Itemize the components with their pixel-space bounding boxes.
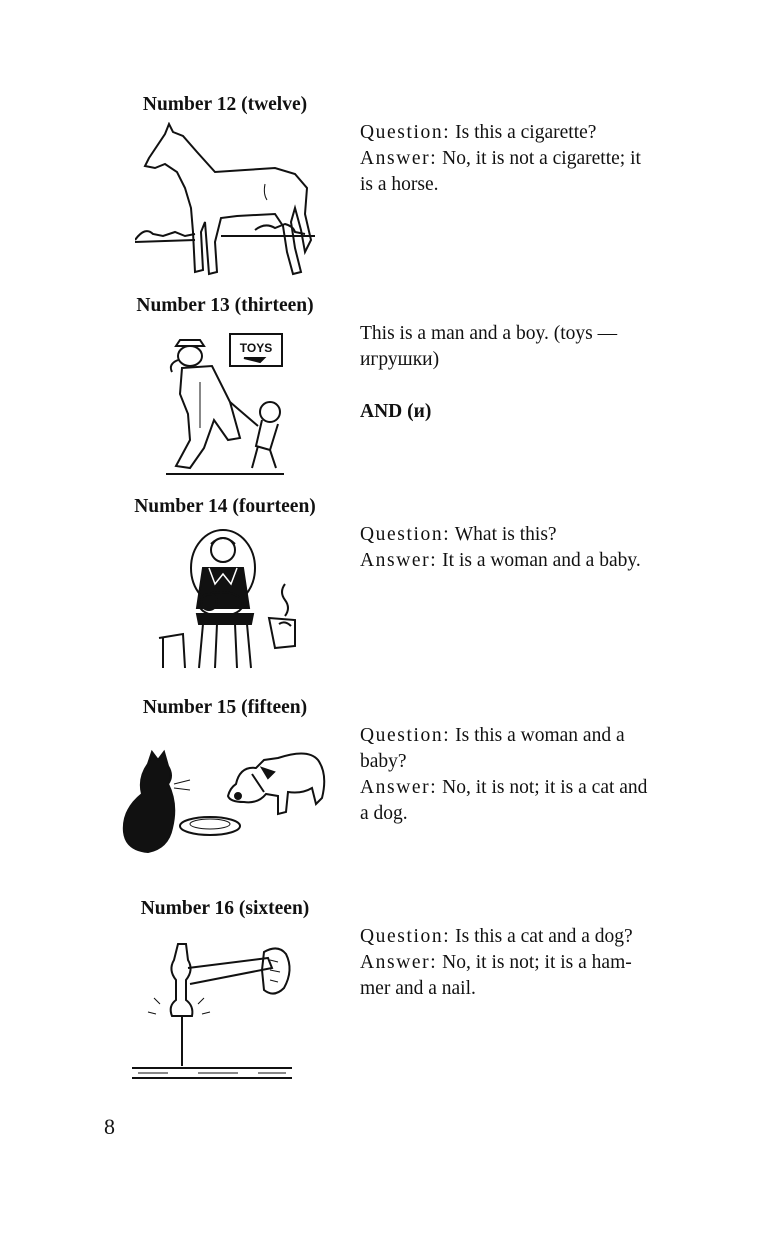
entry-text <box>360 924 692 1002</box>
entry-heading: Number 16 (sixteen) <box>140 898 310 919</box>
answer-text: No, it is not; it is a cat and <box>442 777 648 798</box>
entry-text <box>360 723 692 827</box>
answer-text-continued: is a horse. <box>360 174 439 195</box>
question-label: Question: <box>360 122 451 143</box>
and-note: AND (и) <box>360 401 432 422</box>
question-text: Is this a cigarette? <box>455 122 597 143</box>
answer-text-continued: mer and a nail. <box>360 978 476 999</box>
entry-heading: Number 14 (fourteen) <box>134 496 316 517</box>
question-label: Question: <box>360 725 451 746</box>
woman-and-baby-icon <box>155 528 300 674</box>
question-text: What is this? <box>454 524 557 545</box>
answer-label: Answer: <box>360 777 438 798</box>
entry-line: игрушки) <box>360 349 440 370</box>
entry-text <box>360 522 692 574</box>
answer-text-continued: a dog. <box>360 803 408 824</box>
hammer-and-nail-icon <box>128 940 296 1082</box>
question-label: Question: <box>360 524 451 545</box>
cat-and-dog-icon <box>118 744 330 856</box>
toys-sign-text: TOYS <box>239 341 273 355</box>
answer-label: Answer: <box>360 952 438 973</box>
entry-line: This is a man and a boy. (toys — <box>360 323 618 344</box>
answer-text: No, it is not a cigarette; it <box>442 148 641 169</box>
entry-text <box>360 321 692 425</box>
answer-text: No, it is not; it is a ham- <box>442 952 632 973</box>
entry-text <box>360 120 692 198</box>
question-text-continued: baby? <box>360 751 407 772</box>
question-text: Is this a cat and a dog? <box>455 926 633 947</box>
answer-label: Answer: <box>360 148 438 169</box>
entry-heading: Number 13 (thirteen) <box>136 295 314 316</box>
horse-icon <box>135 122 315 280</box>
entry-heading: Number 15 (fifteen) <box>142 697 308 718</box>
man-and-boy-icon <box>160 328 290 478</box>
entry-heading: Number 12 (twelve) <box>142 94 308 115</box>
answer-label: Answer: <box>360 550 438 571</box>
answer-text: It is a woman and a baby. <box>442 550 641 571</box>
question-text: Is this a woman and a <box>455 725 625 746</box>
question-label: Question: <box>360 926 451 947</box>
page-number: 8 <box>104 1114 115 1139</box>
